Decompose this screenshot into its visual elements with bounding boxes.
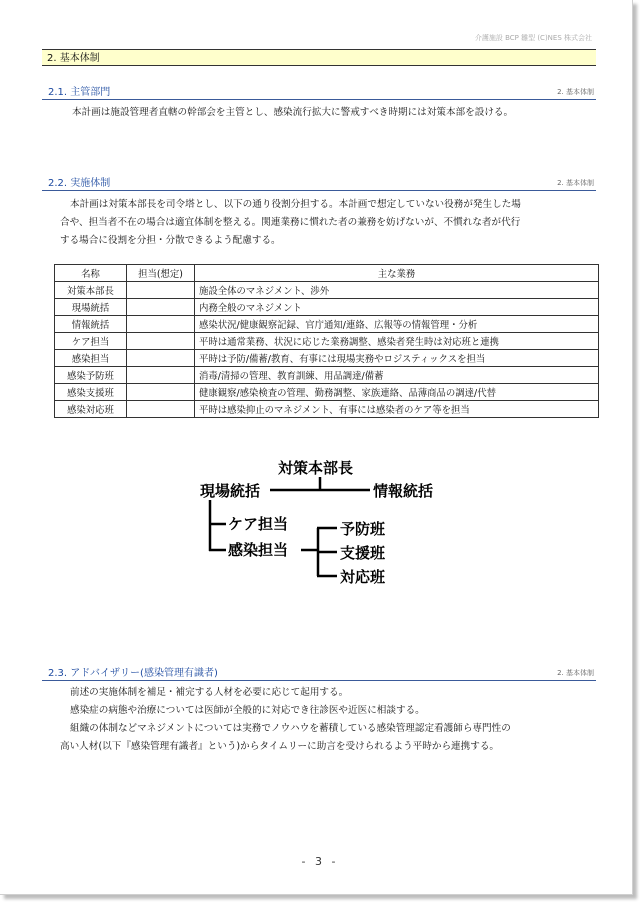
- subsection-heading-1: [42, 86, 596, 100]
- section-title: 2. 基本体制: [42, 49, 596, 66]
- paragraph-line: 高い人材(以下『感染管理有識者』という)からタイムリーに助言を受けられるよう平時から連携する。: [60, 741, 500, 752]
- paragraph-line: 合や、担当者不在の場合は適宜体制を整える。関連業務に慣れた者の兼務を妨げないが、不慣れな者が代行: [60, 217, 521, 228]
- table-row: [55, 299, 599, 316]
- subsection-heading-2: [42, 177, 596, 191]
- role-name: 感染対応班: [55, 401, 127, 418]
- role-duties: 消毒/清掃の管理、教育訓練、用品調達/備蓄: [195, 367, 599, 384]
- org-node-support: 支援班: [340, 544, 386, 562]
- role-duties: 平時は感染抑止のマネジメント、有事には感染者のケア等を担当: [195, 401, 599, 418]
- table-row: [55, 367, 599, 384]
- role-name: 感染担当: [55, 350, 127, 367]
- paragraph-line: 本計画は対策本部長を司令塔とし、以下の通り役割分担する。本計画で想定していない役務が発生した場: [70, 199, 521, 210]
- subsection-ref: 2. 基本体制: [557, 88, 594, 96]
- role-name: ケア担当: [55, 333, 127, 350]
- role-assignee: [127, 316, 195, 333]
- role-duties: 健康観察/感染検査の管理、勤務調整、家族連絡、品薄商品の調達/代替: [195, 384, 599, 401]
- org-node-care: ケア担当: [228, 515, 289, 533]
- role-name: 情報統括: [55, 316, 127, 333]
- org-node-response: 対応班: [340, 568, 386, 586]
- role-assignee: [127, 401, 195, 418]
- role-duties: 施設全体のマネジメント、渉外: [195, 282, 599, 299]
- column-header: 主な業務: [195, 265, 599, 282]
- table-row: [55, 384, 599, 401]
- paragraph: [60, 684, 605, 756]
- paragraph-line: 組織の体制などマネジメントについては実務でノウハウを蓄積している感染管理認定看護師ら専門性の: [70, 723, 511, 734]
- role-assignee: [127, 282, 195, 299]
- role-assignee: [127, 333, 195, 350]
- roles-table: [54, 264, 599, 418]
- org-node-head: 対策本部長: [278, 459, 354, 477]
- org-node-prevention: 予防班: [340, 520, 386, 538]
- table-row: [55, 316, 599, 333]
- org-node-info: 情報統括: [373, 482, 434, 500]
- table-row: [55, 350, 599, 367]
- role-assignee: [127, 384, 195, 401]
- org-connectors: [209, 477, 370, 576]
- paragraph: [60, 196, 605, 250]
- subsection-title: 2.3. アドバイザリー(感染管理有識者): [48, 668, 218, 679]
- role-duties: 内務全般のマネジメント: [195, 299, 599, 316]
- column-header: 担当(想定): [127, 265, 195, 282]
- table-header-row: [55, 265, 599, 282]
- paragraph-line: する場合に役割を分担・分散できるよう配慮する。: [60, 235, 281, 246]
- subsection-heading-3: [42, 667, 596, 681]
- role-name: 対策本部長: [55, 282, 127, 299]
- role-assignee: [127, 367, 195, 384]
- role-name: 感染予防班: [55, 367, 127, 384]
- table-row: [55, 401, 599, 418]
- column-header: 名称: [55, 265, 127, 282]
- role-name: 感染支援班: [55, 384, 127, 401]
- role-name: 現場統括: [55, 299, 127, 316]
- subsection-title: 2.1. 主管部門: [48, 87, 111, 98]
- subsection-ref: 2. 基本体制: [557, 179, 594, 187]
- subsection-title: 2.2. 実施体制: [48, 178, 111, 189]
- subsection-ref: 2. 基本体制: [557, 669, 594, 677]
- org-node-field: 現場統括: [200, 482, 261, 500]
- table-row: [55, 282, 599, 299]
- role-assignee: [127, 299, 195, 316]
- role-duties: 感染状況/健康観察記録、官庁通知/連絡、広報等の情報管理・分析: [195, 316, 599, 333]
- org-node-infection: 感染担当: [228, 541, 289, 559]
- role-duties: 平時は通常業務、状況に応じた業務調整、感染者発生時は対応班と連携: [195, 333, 599, 350]
- role-duties: 平時は予防/備蓄/教育、有事には現場実務やロジスティックスを担当: [195, 350, 599, 367]
- paragraph-line: 感染症の病態や治療については医師が全般的に対応でき往診医や近医に相談する。: [70, 705, 425, 716]
- header-note: 介護施設 BCP 雛型 (C)NES 株式会社: [474, 34, 592, 42]
- page-number: - 3 -: [301, 855, 339, 868]
- paragraph: 本計画は施設管理者直轄の幹部会を主管とし、感染流行拡大に警戒すべき時期には対策本部を設ける。: [72, 107, 514, 118]
- paragraph-line: 前述の実施体制を補足・補完する人材を必要に応じて起用する。: [70, 687, 349, 698]
- role-assignee: [127, 350, 195, 367]
- table-row: [55, 333, 599, 350]
